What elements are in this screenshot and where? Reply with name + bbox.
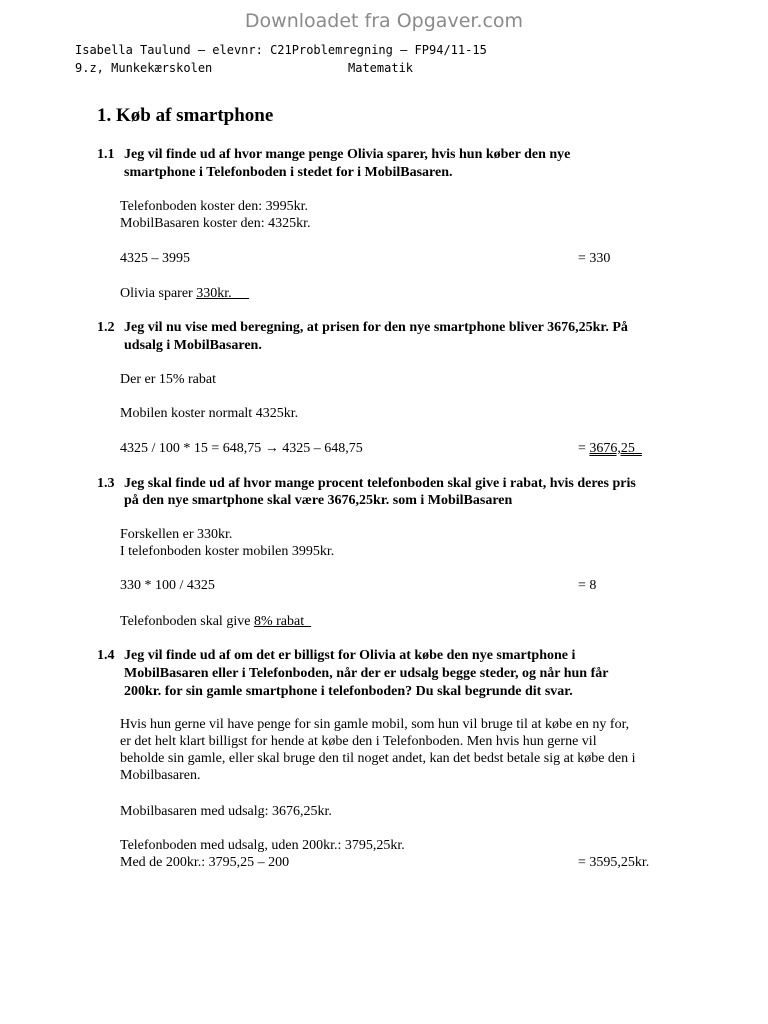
body-text: beholde sin gamle, eller skal bruge den til noget andet, kan det bedst betale sig at købe den i	[120, 751, 636, 766]
calculation-result: = 330	[578, 251, 611, 266]
calculation-result	[578, 441, 642, 457]
header-subject: Matematik	[348, 61, 414, 75]
body-text: Mobilbasaren.	[120, 768, 201, 783]
page-title: 1. Køb af smartphone	[97, 105, 274, 126]
text-line: Mobilen koster normalt 4325kr.	[120, 406, 299, 421]
header-author-line: Isabella Taulund – elevnr: C21Problemregning – FP94/11-15	[75, 43, 487, 57]
question-number: 1.4	[97, 648, 115, 663]
body-text: Hvis hun gerne vil have penge for sin gamle mobil, som hun vil bruge til at købe en ny for,	[120, 717, 630, 732]
watermark: Downloadet fra Opgaver.com	[244, 10, 524, 32]
question-text: Jeg vil nu vise med beregning, at prisen for den nye smartphone bliver 3676,25kr. På	[124, 320, 628, 335]
text-line: I telefonboden koster mobilen 3995kr.	[120, 544, 335, 559]
answer-prefix: Telefonboden skal give	[120, 614, 254, 629]
calculation: 4325 – 3995	[120, 251, 190, 266]
text-line: Der er 15% rabat	[120, 372, 217, 387]
header-class: 9.z, Munkekærskolen	[75, 61, 213, 75]
answer-line	[120, 614, 311, 630]
question-text: MobilBasaren eller i Telefonboden, når der er udsalg begge steder, og når hun får	[124, 666, 609, 681]
question-text: udsalg i MobilBasaren.	[124, 338, 262, 353]
answer-value: 8% rabat	[253, 614, 312, 629]
text-line: Telefonboden koster den: 3995kr.	[120, 199, 308, 214]
result-value: 3676,25	[589, 441, 642, 456]
body-text: er det helt klart billigst for hende at købe den i Telefonboden. Men hvis hun gerne vil	[120, 734, 597, 749]
result-prefix: =	[578, 441, 590, 456]
question-text: 200kr. for sin gamle smartphone i telefonboden? Du skal begrunde dit svar.	[124, 684, 573, 699]
text-line: Telefonboden med udsalg, uden 200kr.: 3795,25kr.	[120, 838, 405, 853]
question-text: Jeg vil finde ud af hvor mange penge Olivia sparer, hvis hun køber den nye	[124, 147, 571, 162]
calculation: Med de 200kr.: 3795,25 – 200	[120, 855, 290, 870]
text-line: MobilBasaren koster den: 4325kr.	[120, 216, 311, 231]
question-number: 1.3	[97, 476, 115, 491]
answer-line	[120, 286, 249, 302]
answer-value: 330kr.	[196, 286, 250, 301]
question-number: 1.1	[97, 147, 115, 162]
calculation: 4325 / 100 * 15 = 648,75 → 4325 – 648,75	[120, 441, 363, 456]
calculation-result: = 8	[578, 578, 597, 593]
question-text: Jeg skal finde ud af hvor mange procent telefonboden skal give i rabat, hvis deres pris	[124, 476, 636, 491]
question-text: smartphone i Telefonboden i stedet for i MobilBasaren.	[124, 165, 453, 180]
answer-prefix: Olivia sparer	[120, 286, 197, 301]
calculation: 330 * 100 / 4325	[120, 578, 215, 593]
question-number: 1.2	[97, 320, 115, 335]
text-line: Forskellen er 330kr.	[120, 527, 233, 542]
calculation-result: = 3595,25kr.	[578, 855, 650, 870]
text-line: Mobilbasaren med udsalg: 3676,25kr.	[120, 804, 332, 819]
question-text: på den nye smartphone skal være 3676,25kr. som i MobilBasaren	[124, 493, 513, 508]
question-text: Jeg vil finde ud af om det er billigst for Olivia at købe den nye smartphone i	[124, 648, 576, 663]
